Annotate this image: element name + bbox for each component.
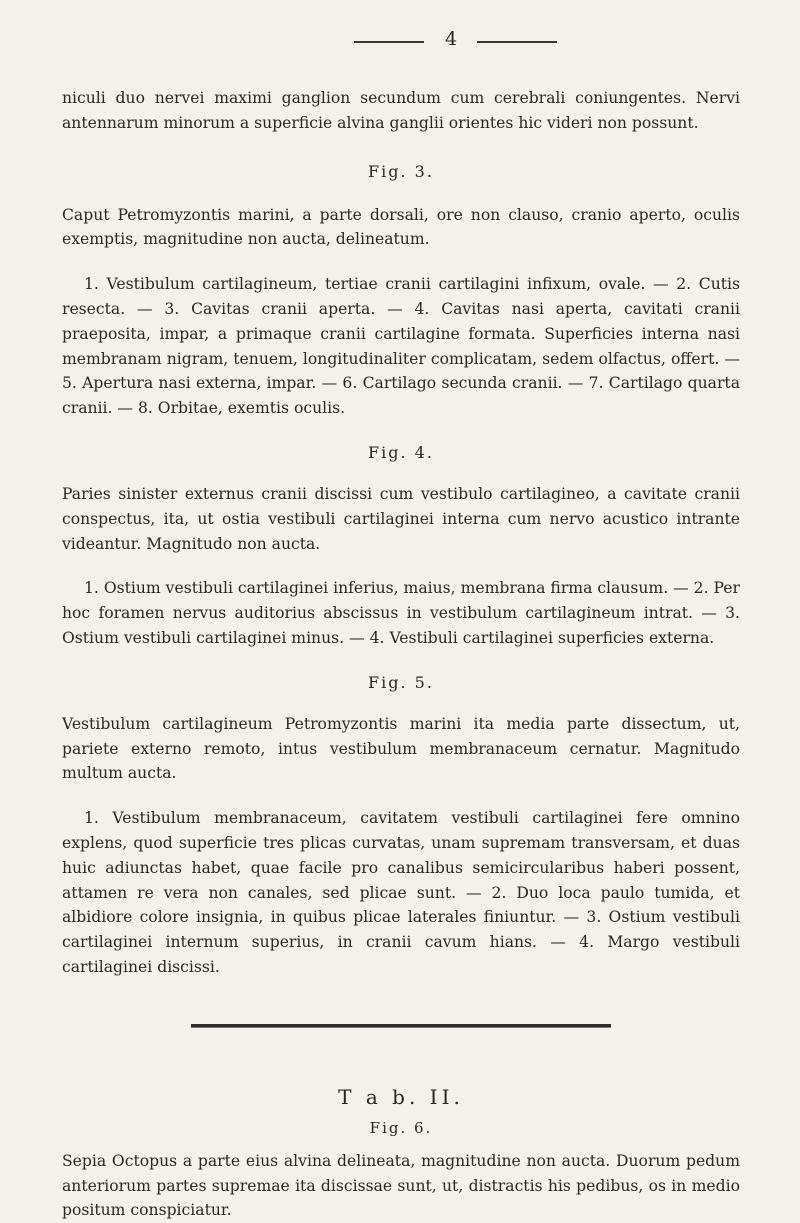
fig5-heading: Fig. 5. [368, 672, 434, 692]
fig6-heading: Fig. 6. [369, 1118, 433, 1137]
fig4-items: 1. Ostium vestibuli cartilaginei inferius, maius, membrana firma clausum. — 2. Per hoc foramen nervus auditorius abscissus in vestibulum cartilagineum intrat. — 3. Ostium vestibuli cartilaginei minus. — 4. Vestibuli cartilaginei superficies externa. [62, 579, 740, 647]
fig4-description: Paries sinister externus cranii discissi cum vestibulo cartilagineo, a cavitate cranii conspectus, ita, ut ostia vestibuli cartilaginei interna cum nervo acustico intrante videantur. Magnitudo non aucta. [62, 484, 740, 553]
page-number: 4 [444, 28, 458, 50]
fig6-description: Sepia Octopus a parte eius alvina delineata, magnitudine non aucta. Duorum pedum anteriorum partes supremae ita discissae sunt, ut, distractis his pedibus, os in medio positum conspiciatur. [62, 1151, 740, 1220]
fig4-heading: Fig. 4. [368, 442, 434, 462]
fig3-description: Caput Petromyzontis marini, a parte dorsali, ore non clauso, cranio aperto, oculis exemptis, magnitudine non aucta, delineatum. [62, 205, 740, 249]
fig5-description: Vestibulum cartilagineum Petromyzontis marini ita media parte dissectum, ut, pariete externo remoto, intus vestibulum membranaceum cernatur. Magnitudo multum aucta. [62, 714, 740, 783]
intro-paragraph: niculi duo nervei maximi ganglion secundum cum cerebrali coniungentes. Nervi antennarum minorum a superficie alvina ganglii orientes hic videri non possunt. [62, 89, 740, 132]
section-divider [191, 1024, 611, 1027]
header-rule-right [477, 41, 557, 43]
page-header [62, 0, 740, 64]
fig3-heading: Fig. 3. [368, 161, 434, 181]
fig5-items: 1. Vestibulum membranaceum, cavitatem vestibuli cartilaginei fere omnino explens, quod superficie tres plicas curvatas, unam supremam transversam, et duas huic adiunctas habet, quae facile pro canalibus semicircularibus haberi possent, attamen re vera non canales, sed plicae sunt. — 2. Duo loca paulo tumida, et albidiore colore insignia, in quibus plicae laterales finiuntur. — 3. Ostium vestibuli cartilaginei internum superius, in cranii cavum hians. — 4. Margo vestibuli cartilaginei discissi. [62, 809, 740, 976]
fig3-items: 1. Vestibulum cartilagineum, tertiae cranii cartilagini infixum, ovale. — 2. Cutis resecta. — 3. Cavitas cranii aperta. — 4. Cavitas nasi aperta, cavitati cranii praeposita, impar, a primaque cranii cartilagine formata. Superficies interna nasi membranam nigram, tenuem, longitudinaliter complicatam, sedem olfactus, offert. — 5. Apertura nasi externa, impar. — 6. Cartilago secunda cranii. — 7. Cartilago quarta cranii. — 8. Orbitae, exemtis oculis. [62, 275, 740, 418]
header-rule-left [354, 41, 424, 43]
plate-title: T a b. II. [338, 1084, 464, 1109]
